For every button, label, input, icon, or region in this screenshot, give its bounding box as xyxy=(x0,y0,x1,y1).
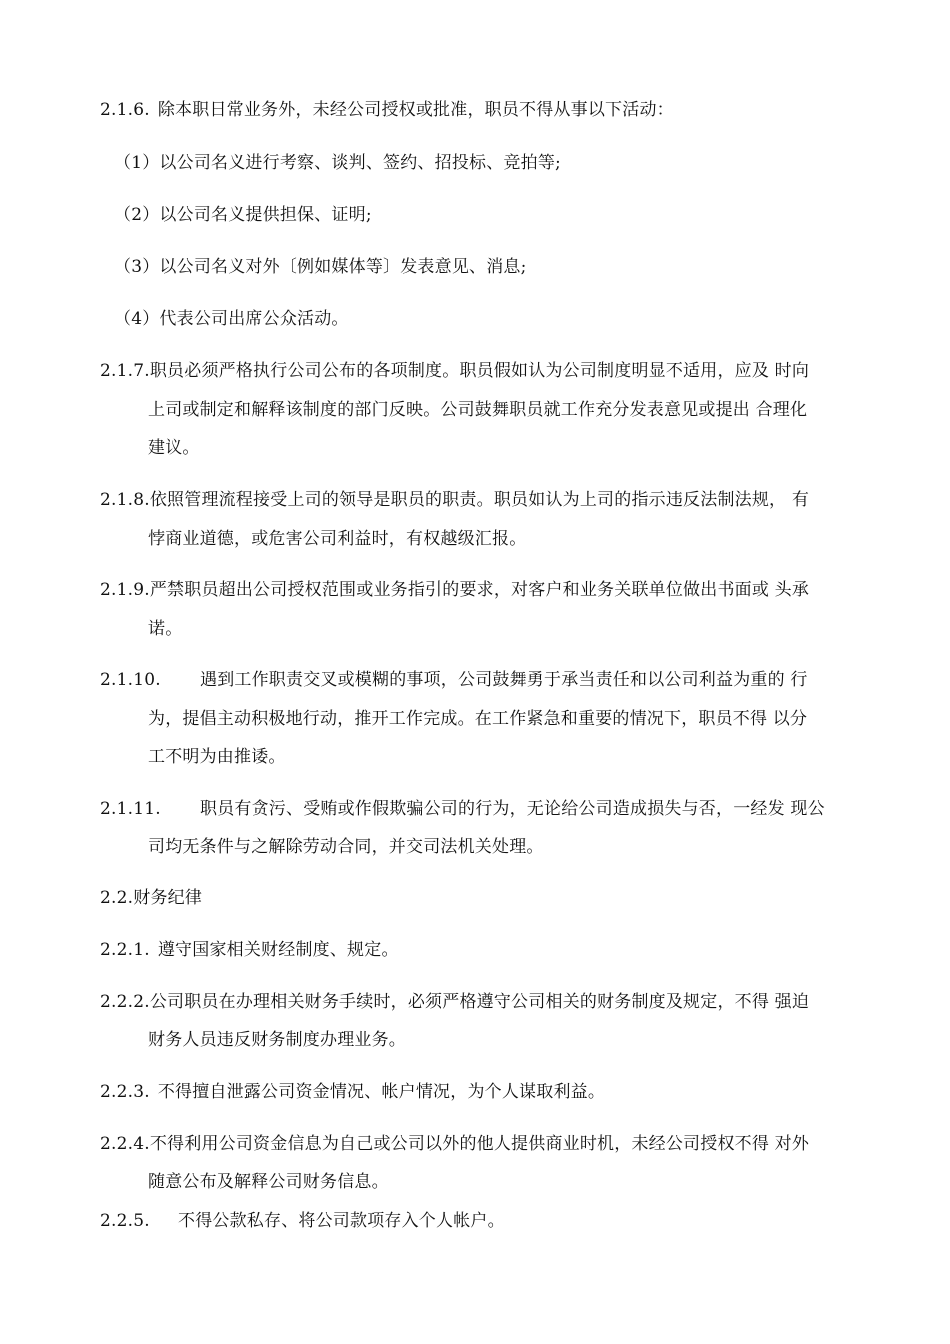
clause-2-2-5-line-1 xyxy=(100,1204,505,1238)
clause-text: 遵守国家相关财经制度、规定。 xyxy=(157,940,399,960)
clause-2-2-4-line-2: 随意公布及解释公司财务信息。 xyxy=(148,1172,389,1192)
clause-number: 2.1.6. xyxy=(100,100,150,120)
clause-text: 职员必须严格执行公司公布的各项制度。职员假如认为公司制度明显不适用，应及 时向 xyxy=(149,361,810,381)
clause-text: 严禁职员超出公司授权范围或业务指引的要求，对客户和业务关联单位做出书面或 头承 xyxy=(149,580,810,600)
list-item-3: （3）以公司名义对外〔例如媒体等〕发表意见、消息; xyxy=(114,257,527,277)
clause-2-1-11-line-1 xyxy=(100,792,825,826)
clause-number: 2.1.9. xyxy=(100,580,150,600)
clause-2-1-10-line-2: 为，提倡主动积极地行动，推开工作完成。在工作紧急和重要的情况下，职员不得 以分 xyxy=(148,709,808,729)
clause-text: 除本职日常业务外，未经公司授权或批准，职员不得从事以下活动： xyxy=(157,100,674,120)
section-2-2-title: 2.2.财务纪律 xyxy=(100,888,203,908)
clause-text: 公司职员在办理相关财务手续时，必须严格遵守公司相关的财务制度及规定，不得 强迫 xyxy=(149,992,810,1012)
clause-2-1-9-line-1 xyxy=(100,573,809,607)
clause-number: 2.2.4. xyxy=(100,1134,150,1154)
clause-number: 2.1.10. xyxy=(100,670,161,690)
clause-2-1-11-line-2: 司均无条件与之解除劳动合同，并交司法机关处理。 xyxy=(148,837,544,857)
clause-2-1-7-line-3: 建议。 xyxy=(148,438,200,458)
clause-number: 2.1.8. xyxy=(100,490,150,510)
clause-2-1-6-line-1 xyxy=(100,93,674,127)
clause-text: 遇到工作职责交叉或模糊的事项，公司鼓舞勇于承当责任和以公司利益为重的 行 xyxy=(200,670,808,690)
clause-2-2-2-line-1 xyxy=(100,985,809,1019)
clause-2-1-8-line-2: 悖商业道德，或危害公司利益时，有权越级汇报。 xyxy=(148,529,527,549)
clause-2-1-8-line-1 xyxy=(100,483,809,517)
clause-text: 职员有贪污、受贿或作假欺骗公司的行为，无论给公司造成损失与否，一经发 现公 xyxy=(200,799,825,819)
clause-2-1-7-line-2: 上司或制定和解释该制度的部门反映。公司鼓舞职员就工作充分发表意见或提出 合理化 xyxy=(148,400,808,420)
clause-text: 不得公款私存、将公司款项存入个人帐户。 xyxy=(178,1211,505,1231)
clause-2-2-2-line-2: 财务人员违反财务制度办理业务。 xyxy=(148,1030,406,1050)
clause-text: 不得擅自泄露公司资金情况、帐户情况，为个人谋取利益。 xyxy=(157,1082,606,1102)
list-item-2: （2）以公司名义提供担保、证明; xyxy=(114,205,372,225)
clause-2-1-9-line-2: 诺。 xyxy=(148,619,183,639)
clause-number: 2.1.11. xyxy=(100,799,161,819)
clause-text: 依照管理流程接受上司的领导是职员的职责。职员如认为上司的指示违反法制法规， 有 xyxy=(149,490,810,510)
clause-text: 不得利用公司资金信息为自己或公司以外的他人提供商业时机，未经公司授权不得 对外 xyxy=(149,1134,810,1154)
clause-2-1-10-line-1 xyxy=(100,663,808,697)
clause-number: 2.2.1. xyxy=(100,940,150,960)
list-item-1: （1）以公司名义进行考察、谈判、签约、招投标、竞拍等; xyxy=(114,153,561,173)
clause-number: 2.2.3. xyxy=(100,1082,150,1102)
clause-2-1-10-line-3: 工不明为由推诿。 xyxy=(148,747,286,767)
clause-number: 2.1.7. xyxy=(100,361,150,381)
clause-2-1-7-line-1 xyxy=(100,354,809,388)
clause-number: 2.2.5. xyxy=(100,1211,150,1231)
clause-2-2-1-line-1 xyxy=(100,933,399,967)
clause-2-2-4-line-1 xyxy=(100,1127,809,1161)
clause-2-2-3-line-1 xyxy=(100,1075,605,1109)
list-item-4: （4）代表公司出席公众活动。 xyxy=(114,309,349,329)
clause-number: 2.2.2. xyxy=(100,992,150,1012)
